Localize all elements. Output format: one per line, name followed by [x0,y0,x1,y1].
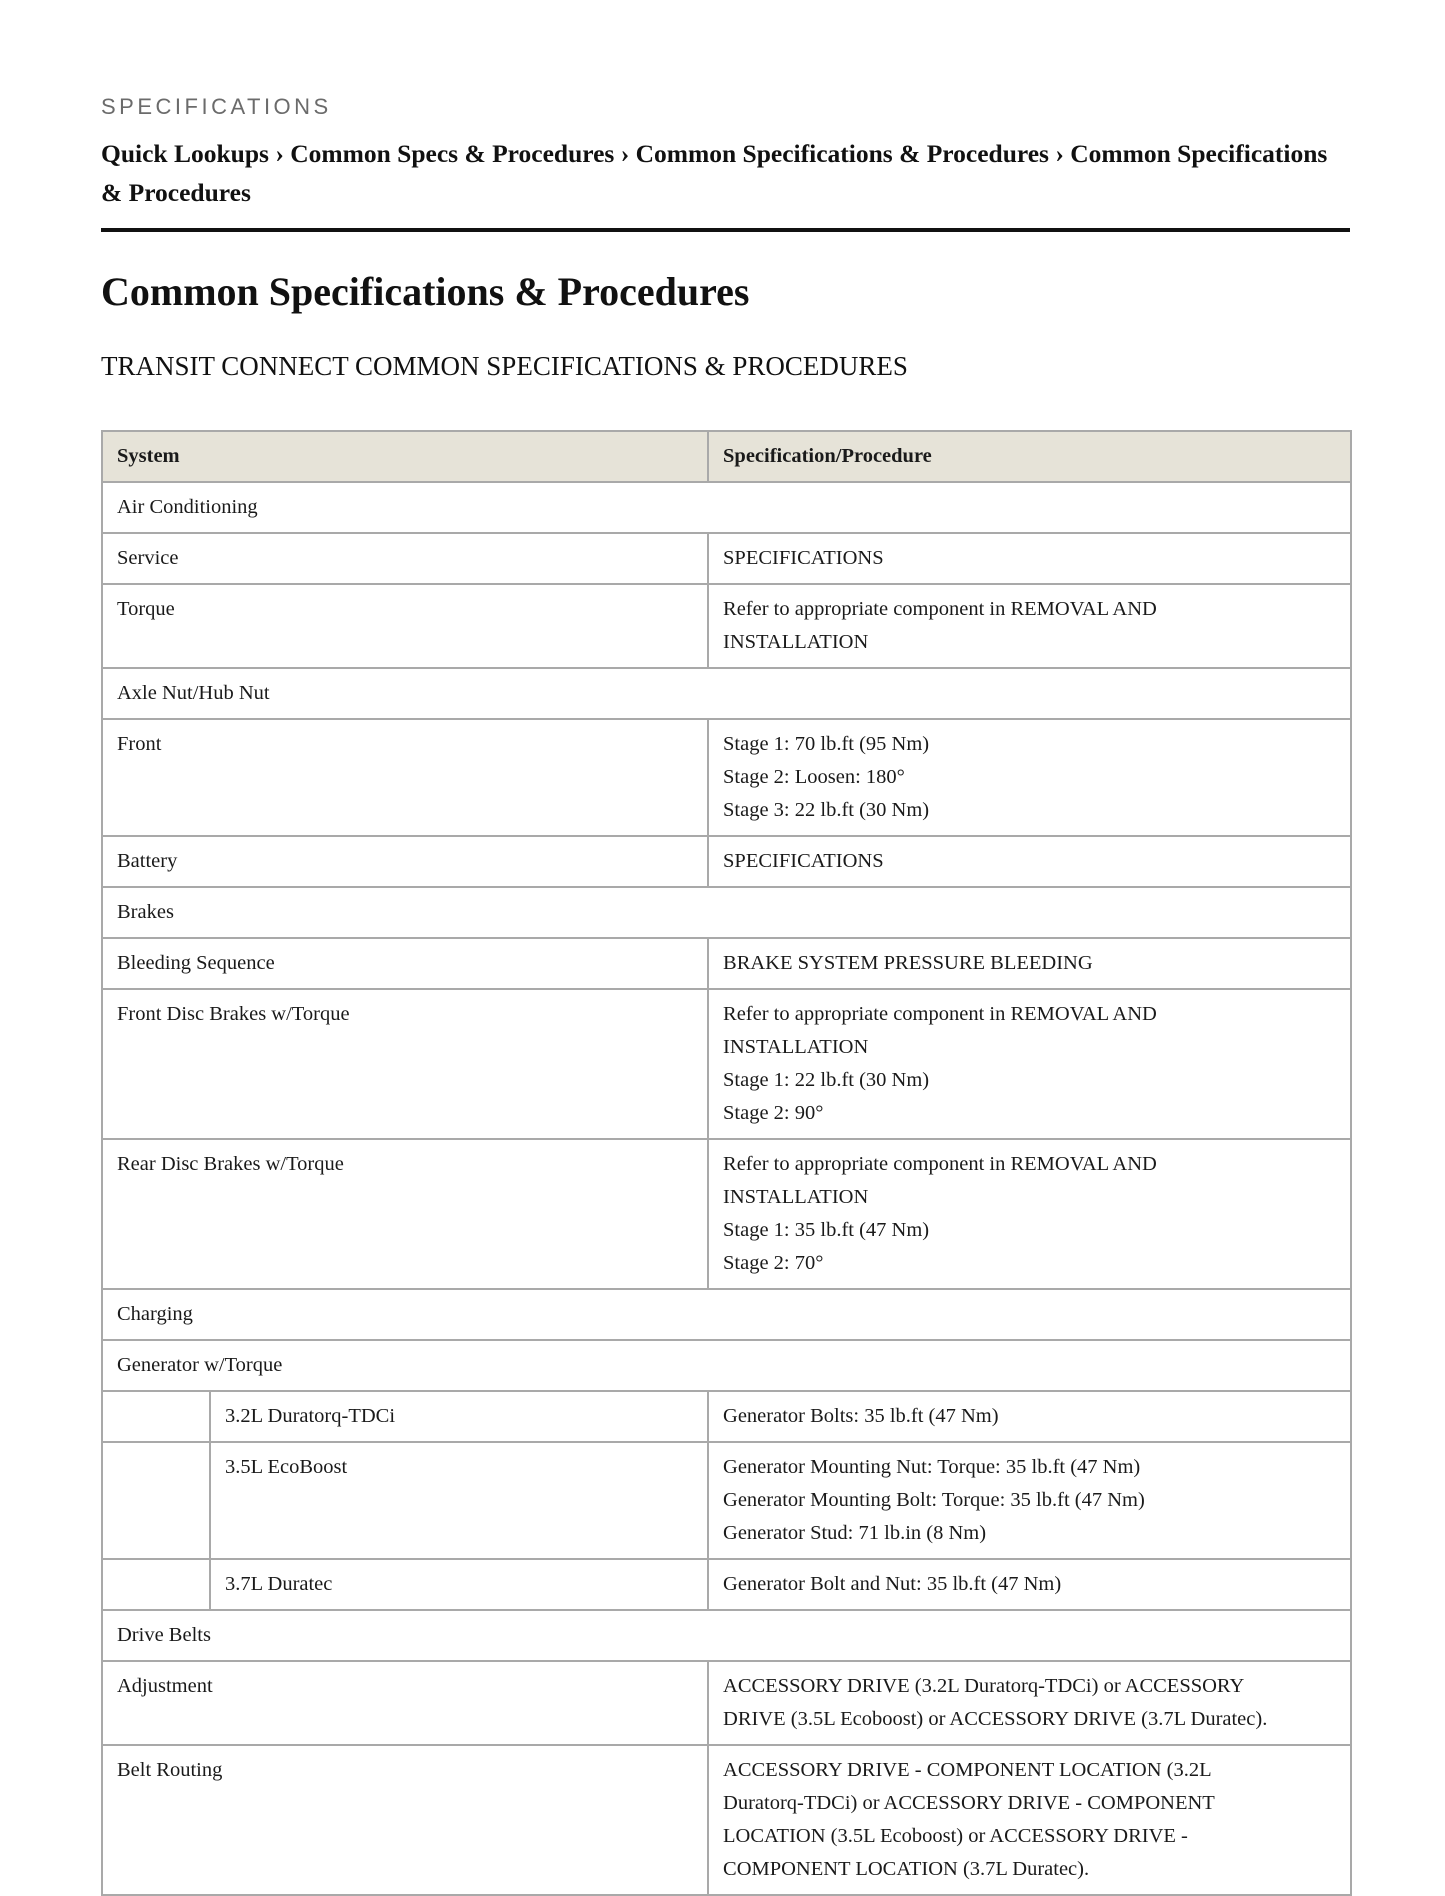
section-kicker: SPECIFICATIONS [101,94,332,119]
spec-line: Generator Bolts: 35 lb.ft (47 Nm) [723,1405,999,1427]
spec-line: Generator Bolt and Nut: 35 lb.ft (47 Nm) [723,1573,1062,1595]
specifications-table [101,430,1352,1896]
system-cell: Adjustment [102,1661,708,1745]
table-row [102,1442,1351,1559]
spec-line: Stage 3: 22 lb.ft (30 Nm) [723,799,930,821]
spec-line: Stage 2: 90° [723,1102,824,1124]
section-label: Air Conditioning [102,482,1351,533]
breadcrumb: Quick Lookups › Common Specs & Procedures › Common Specifications & Procedures › Common Specifications & Procedures [101,139,1328,207]
spec-line: Refer to appropriate component in REMOVAL AND [723,1003,1157,1025]
table-row [102,989,1351,1139]
spec-line: Stage 2: 70° [723,1252,824,1274]
spec-line: Stage 1: 70 lb.ft (95 Nm) [723,733,930,755]
table-row [102,719,1351,836]
table-section-row [102,668,1351,719]
table-row [102,1661,1351,1745]
column-header-system: System [102,431,708,482]
section-label: Drive Belts [102,1610,1351,1661]
specification-cell [708,989,1351,1139]
specification-cell [708,836,1351,887]
spec-line: Stage 1: 35 lb.ft (47 Nm) [723,1219,930,1241]
table-row [102,533,1351,584]
table-row [102,1139,1351,1289]
table-row [102,584,1351,668]
table-row [102,1391,1351,1442]
specification-cell [708,1442,1351,1559]
specification-cell [708,1391,1351,1442]
specification-link[interactable]: SPECIFICATIONS [723,850,884,872]
system-cell: Torque [102,584,708,668]
table-section-row [102,482,1351,533]
spec-line: Stage 2: Loosen: 180° [723,766,905,788]
spec-line: INSTALLATION [723,1036,869,1058]
table-row [102,1745,1351,1895]
table-section-row [102,1289,1351,1340]
table-row [102,836,1351,887]
specification-cell [708,1139,1351,1289]
page-subtitle: TRANSIT CONNECT COMMON SPECIFICATIONS & PROCEDURES [101,351,908,381]
system-cell: 3.5L EcoBoost [210,1442,708,1559]
section-label: Charging [102,1289,1351,1340]
spec-line: Refer to appropriate component in REMOVAL AND [723,598,1157,620]
specification-cell [708,938,1351,989]
system-cell: Front [102,719,708,836]
spec-line: Duratorq-TDCi) or ACCESSORY DRIVE - COMPONENT [723,1792,1215,1814]
procedure-link[interactable]: BRAKE SYSTEM PRESSURE BLEEDING [723,952,1093,974]
spec-line: ACCESSORY DRIVE (3.2L Duratorq-TDCi) or ACCESSORY [723,1675,1245,1697]
indent-cell [102,1442,210,1559]
spec-line: DRIVE (3.5L Ecoboost) or ACCESSORY DRIVE (3.7L Duratec). [723,1708,1268,1730]
specification-cell [708,1559,1351,1610]
table-section-row [102,1610,1351,1661]
system-cell: Rear Disc Brakes w/Torque [102,1139,708,1289]
spec-line: Generator Stud: 71 lb.in (8 Nm) [723,1522,987,1544]
subsection-label: Generator w/Torque [102,1340,1351,1391]
system-cell: 3.7L Duratec [210,1559,708,1610]
system-cell: Front Disc Brakes w/Torque [102,989,708,1139]
spec-line: Generator Mounting Bolt: Torque: 35 lb.ft (47 Nm) [723,1489,1145,1511]
spec-line: LOCATION (3.5L Ecoboost) or ACCESSORY DRIVE - [723,1825,1188,1847]
specification-cell [708,584,1351,668]
spec-line: INSTALLATION [723,1186,869,1208]
section-label: Brakes [102,887,1351,938]
page-title: Common Specifications & Procedures [101,269,750,314]
specification-cell [708,1661,1351,1745]
section-label: Axle Nut/Hub Nut [102,668,1351,719]
spec-line: ACCESSORY DRIVE - COMPONENT LOCATION (3.2L [723,1759,1212,1781]
specification-cell [708,719,1351,836]
system-cell: Bleeding Sequence [102,938,708,989]
spec-line: INSTALLATION [723,631,869,653]
system-cell: Service [102,533,708,584]
header-divider [101,228,1350,232]
specification-cell [708,1745,1351,1895]
system-cell: 3.2L Duratorq-TDCi [210,1391,708,1442]
spec-line: COMPONENT LOCATION (3.7L Duratec). [723,1858,1090,1880]
spec-line: Stage 1: 22 lb.ft (30 Nm) [723,1069,930,1091]
indent-cell [102,1391,210,1442]
indent-cell [102,1559,210,1610]
system-cell: Belt Routing [102,1745,708,1895]
table-row [102,938,1351,989]
specification-cell [708,533,1351,584]
table-header-row [102,431,1351,482]
column-header-specification: Specification/Procedure [708,431,1351,482]
table-subsection-row [102,1340,1351,1391]
table-row [102,1559,1351,1610]
spec-line: Generator Mounting Nut: Torque: 35 lb.ft (47 Nm) [723,1456,1141,1478]
table-section-row [102,887,1351,938]
system-cell: Battery [102,836,708,887]
spec-line: Refer to appropriate component in REMOVAL AND [723,1153,1157,1175]
specification-link[interactable]: SPECIFICATIONS [723,547,884,569]
